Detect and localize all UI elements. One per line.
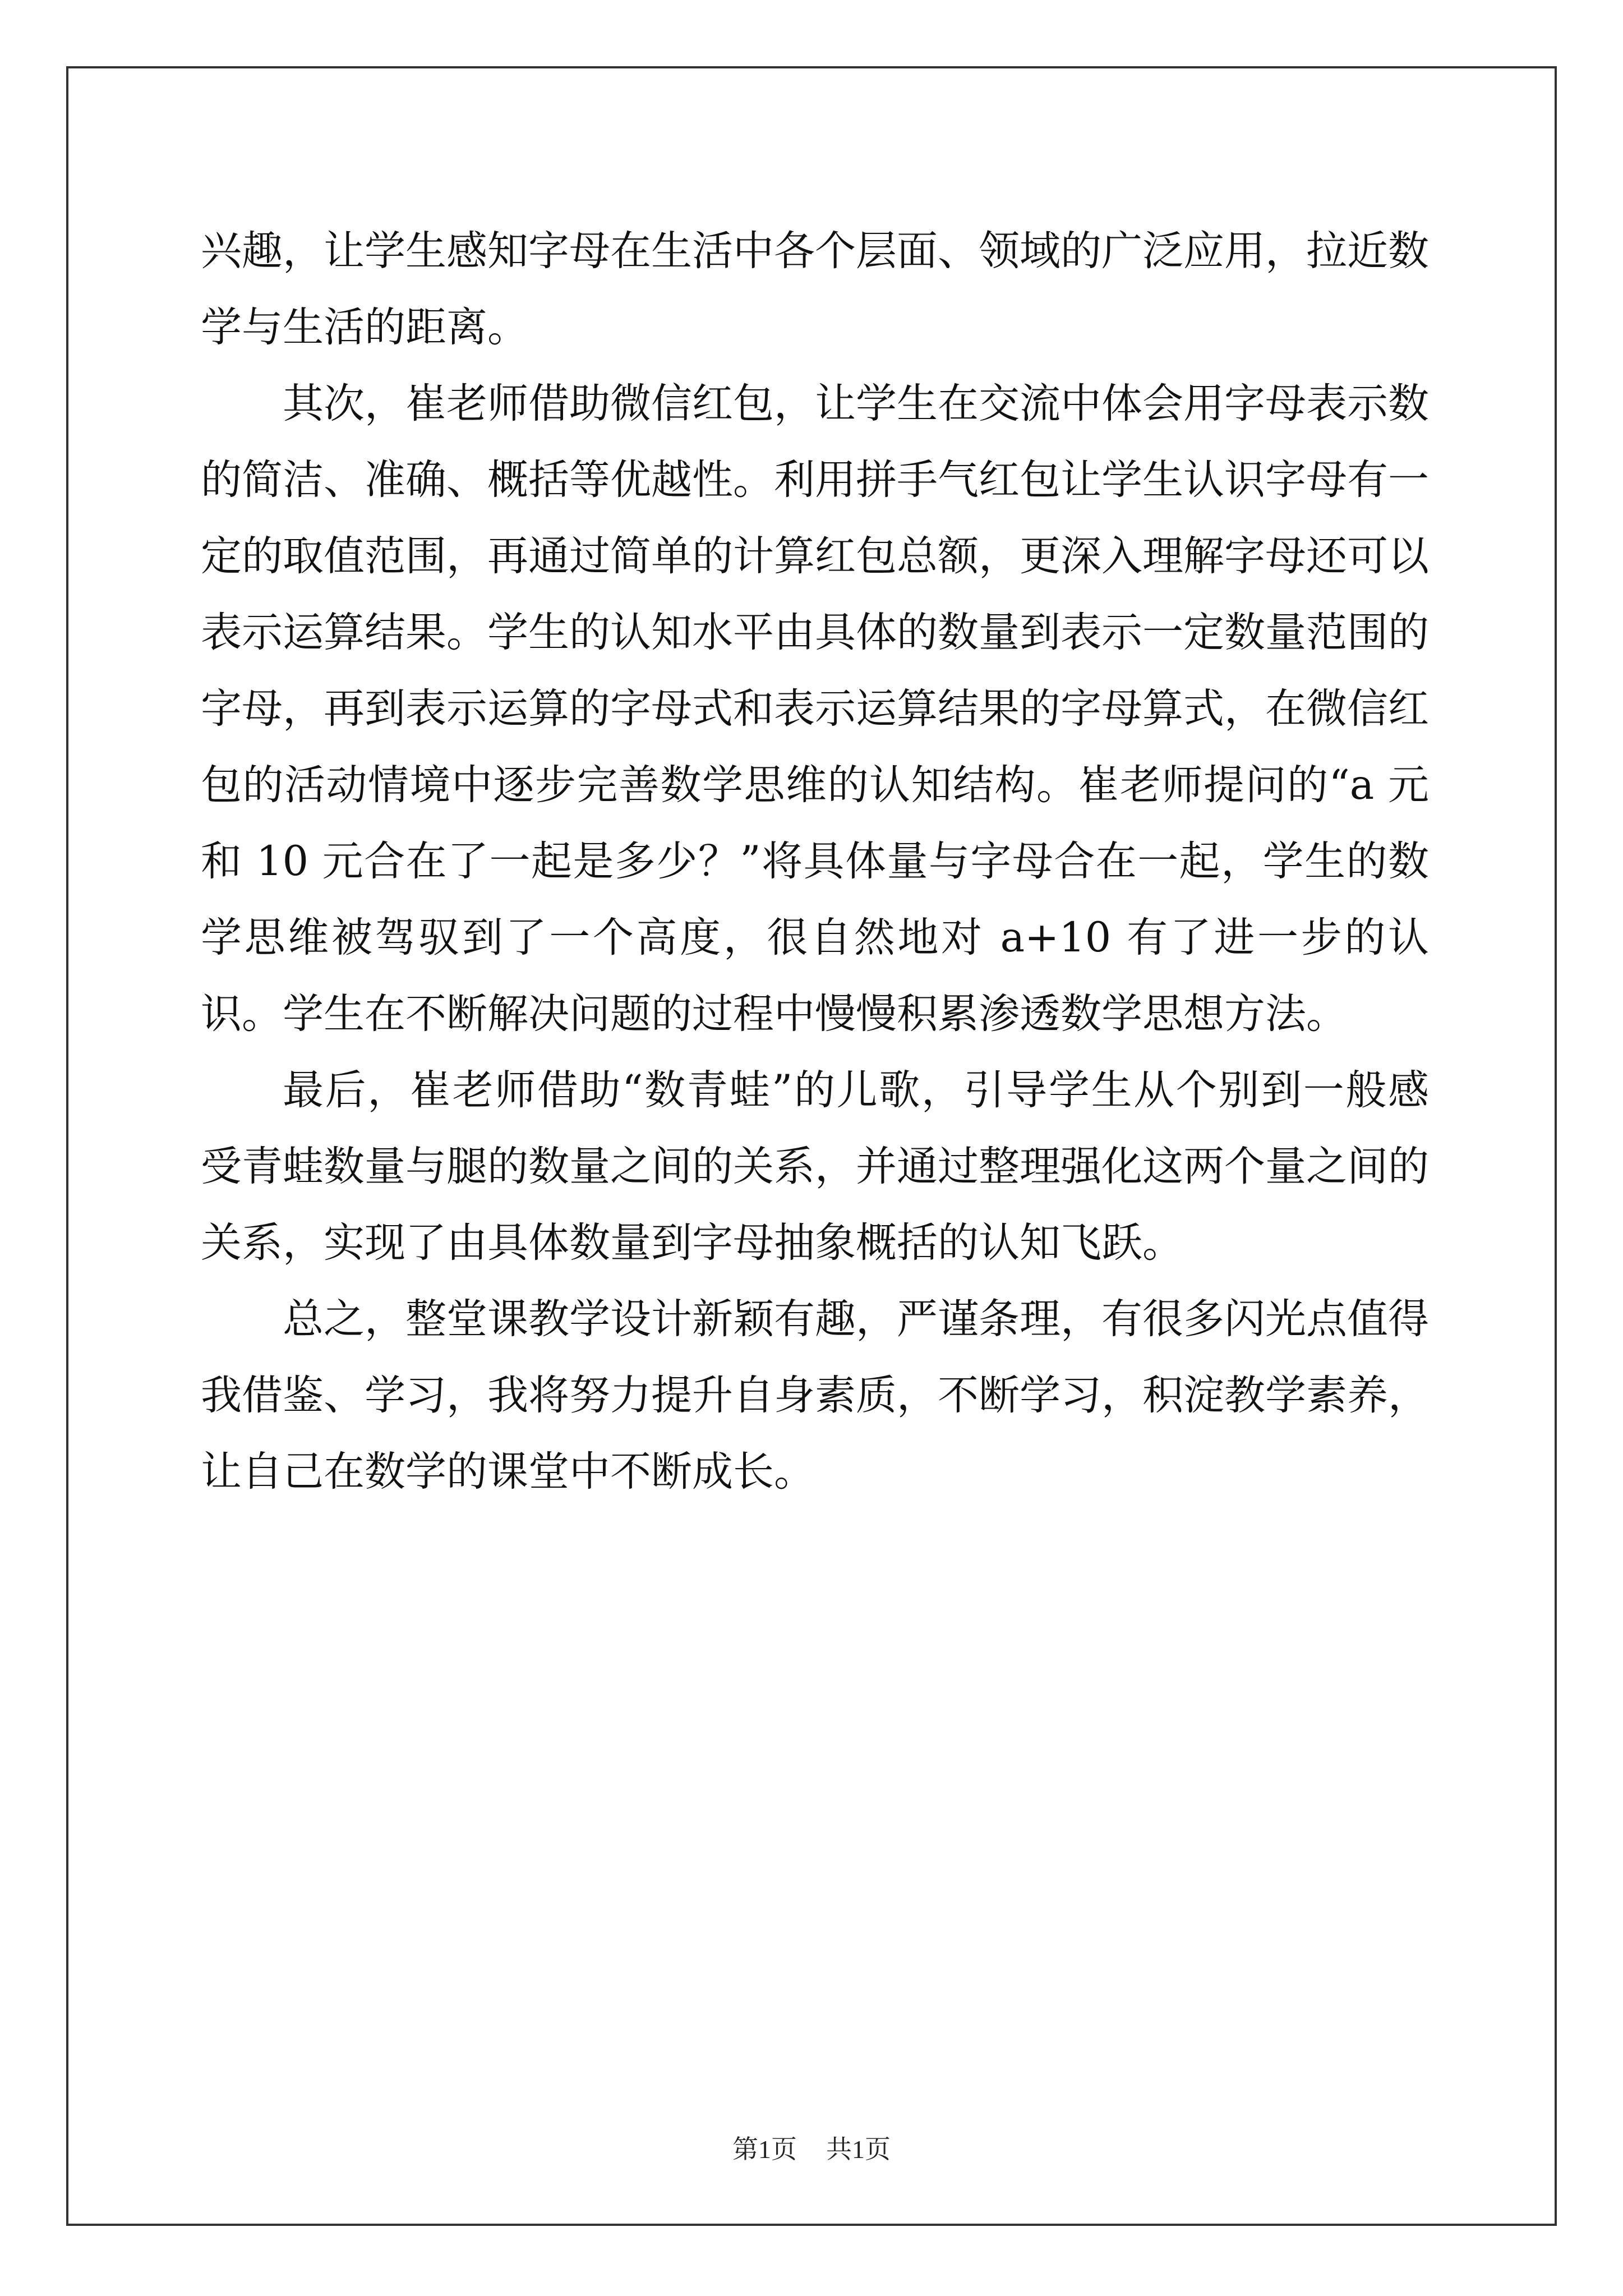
page-footer bbox=[0, 2134, 1623, 2165]
body-text bbox=[201, 213, 1429, 1510]
page-number-total: 共1页 bbox=[826, 2135, 891, 2164]
paragraph-4: 总之，整堂课教学设计新颖有趣，严谨条理，有很多闪光点值得我借鉴、学习，我将努力提升自身素质，不断学习，积淀教学素养，让自己在数学的课堂中不断成长。 bbox=[201, 1295, 1429, 1496]
paragraph-3: 最后，崔老师借助“数青蛙”的儿歌，引导学生从个别到一般感受青蛙数量与腿的数量之间的关系，并通过整理强化这两个量之间的关系，实现了由具体数量到字母抽象概括的认知飞跃。 bbox=[201, 1066, 1429, 1267]
page-number-current: 第1页 bbox=[732, 2135, 797, 2164]
paragraph-2: 其次，崔老师借助微信红包，让学生在交流中体会用字母表示数的简洁、准确、概括等优越性。利用拼手气红包让学生认识字母有一定的取值范围，再通过简单的计算红包总额，更深入理解字母还可以表示运算结果。学生的认知水平由具体的数量到表示一定数量范围的字母，再到表示运算的字母式和表示运算结果的字母算式，在微信红包的活动情境中逐步完善数学思维的认知结构。崔老师提问的“a 元和 10 元合在了一起是多少？”将具体量与字母合在一起，学生的数学思维被驾驭到了一个高度，很自然地对 a+10 有了进一步的认识。学生在不断解决问题的过程中慢慢积累渗透数学思想方法。 bbox=[201, 380, 1429, 1038]
paragraph-1: 兴趣，让学生感知字母在生活中各个层面、领域的广泛应用，拉近数学与生活的距离。 bbox=[201, 227, 1429, 351]
